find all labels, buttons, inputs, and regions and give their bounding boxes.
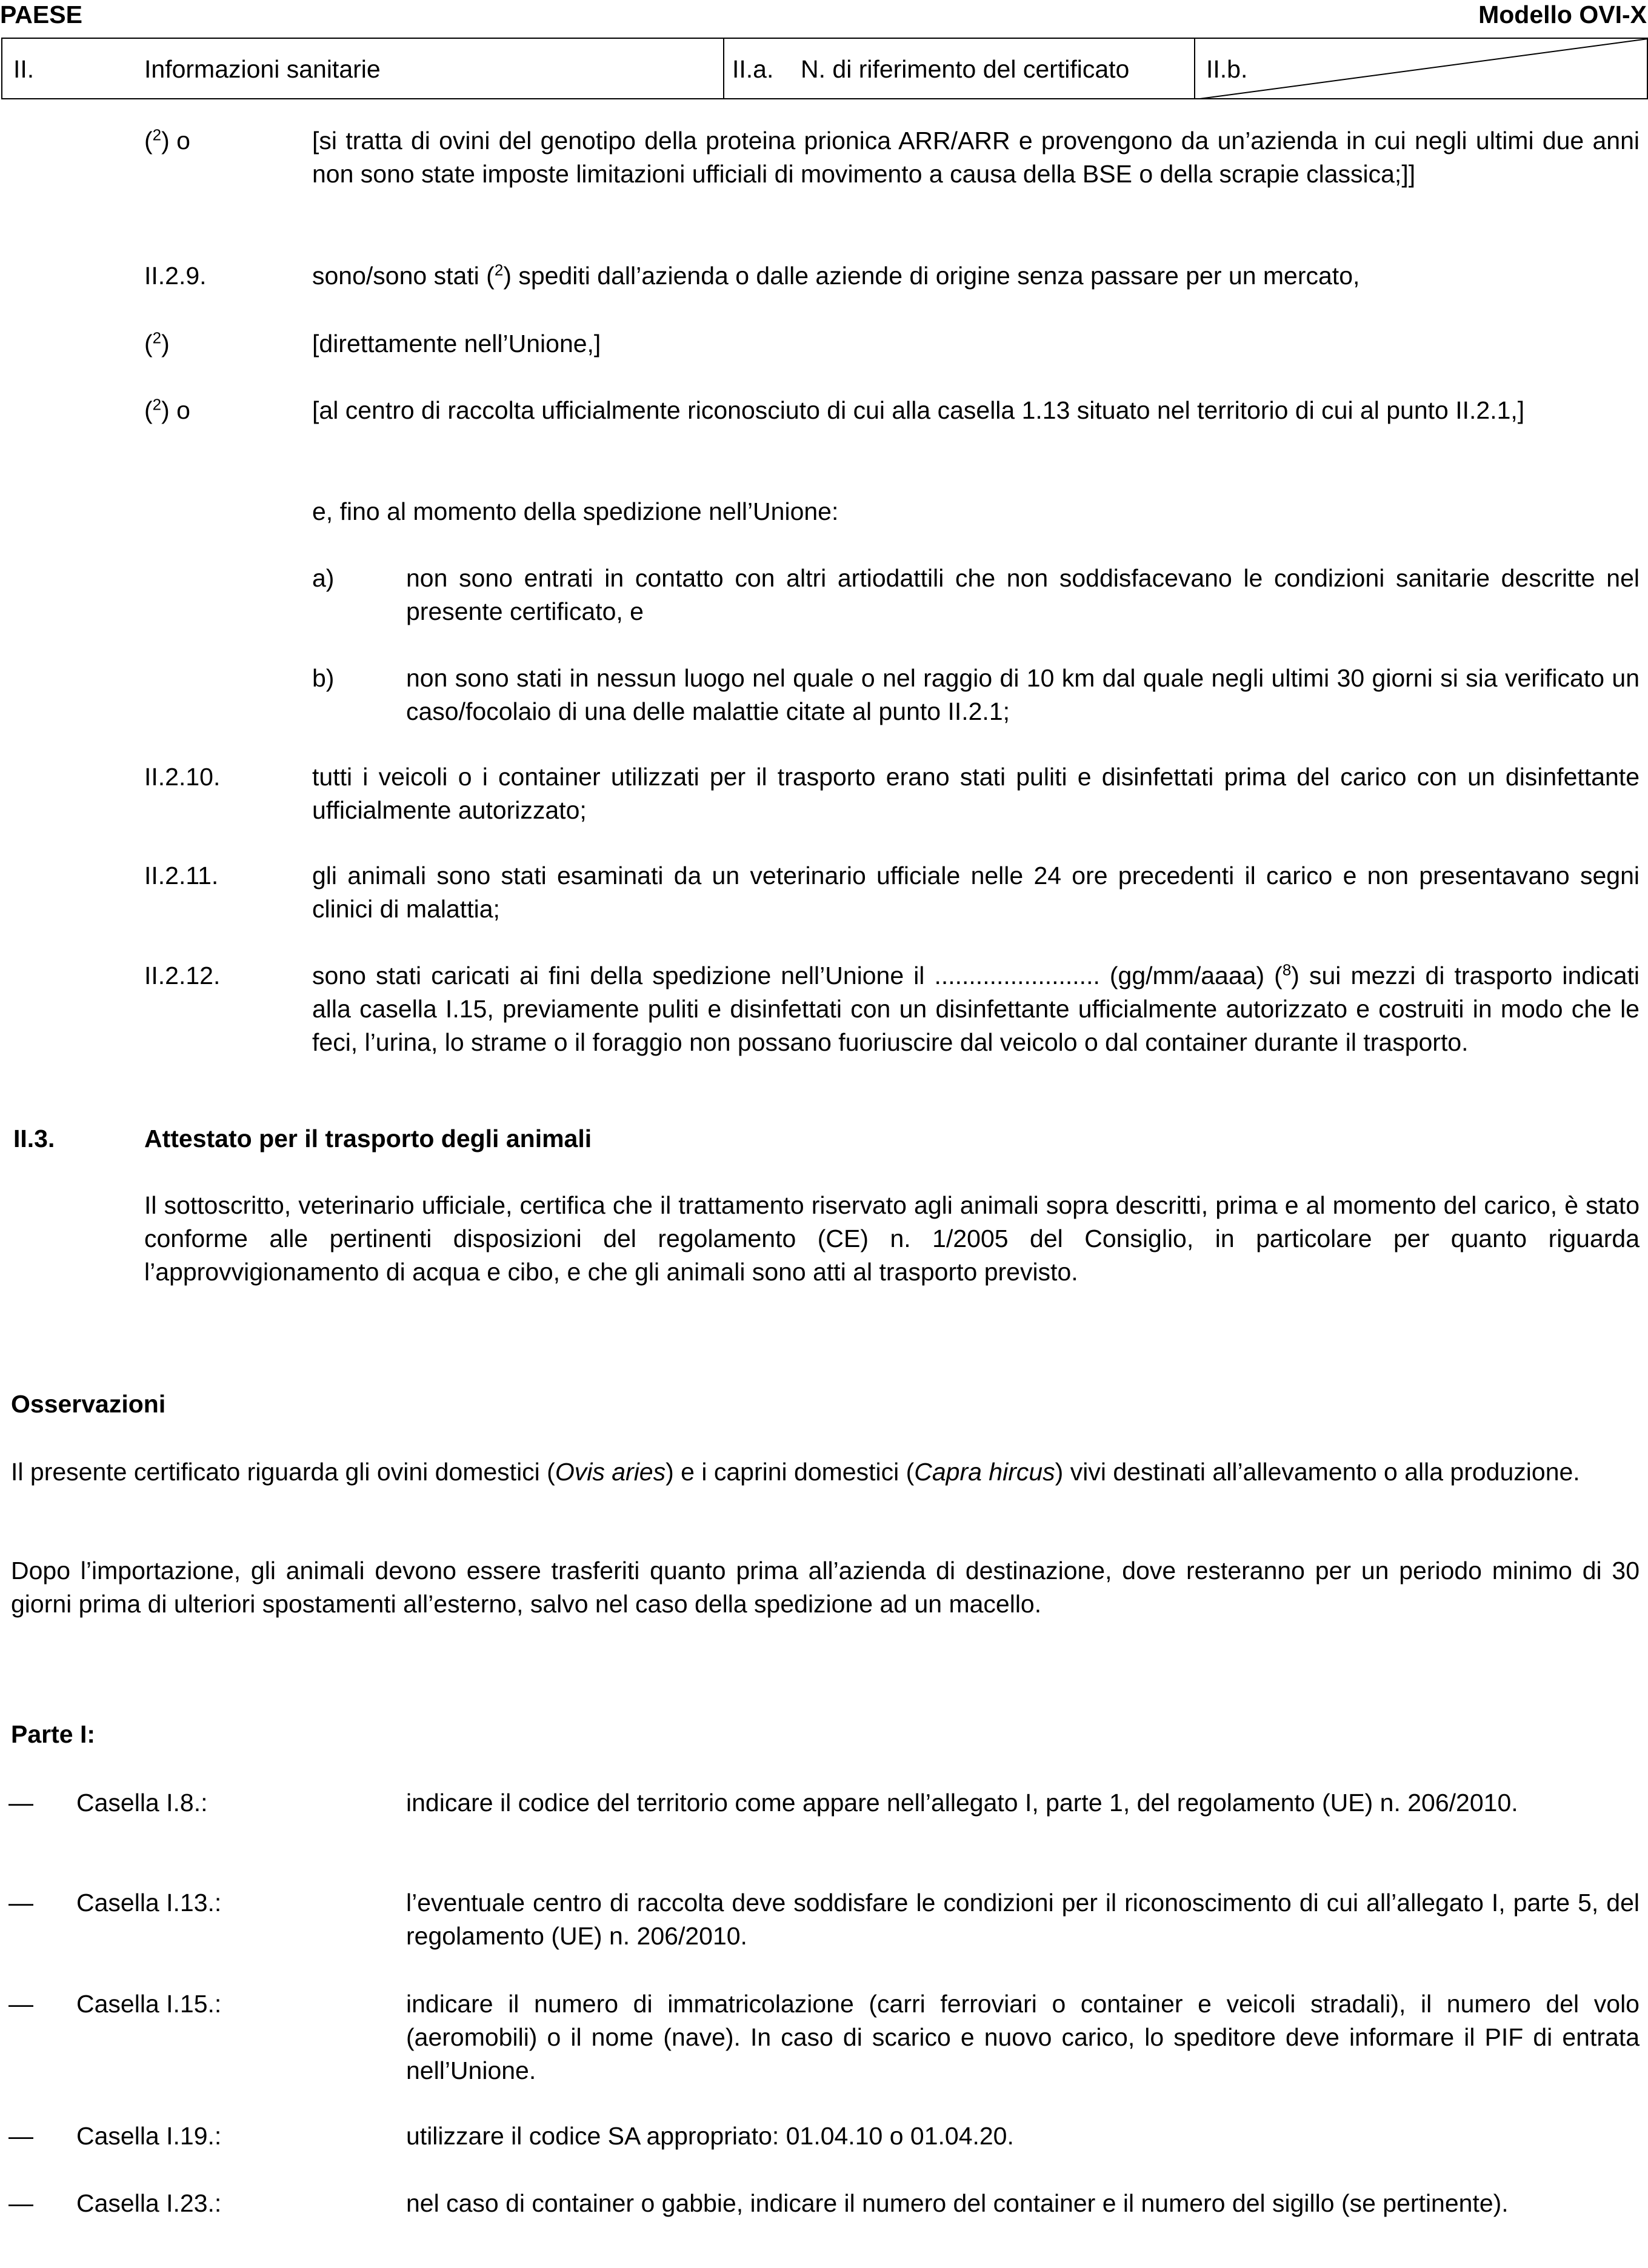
item-label: a) — [312, 564, 335, 592]
item-text: sono stati caricati ai fini della spedizione nell’Unione il ........................ (gg/mm/aaaa) ($^8$) sui mezzi di trasporto indicati alla casella I.15, previamente puliti e disinfettati con un disinfettante ufficialmente autorizzato e costruiti in modo che le feci, l’urina, lo strame o il foraggio non possano fuoriuscire dal veicolo o dal container durante il trasporto. — [312, 960, 1640, 1056]
dash-icon: — — [8, 1789, 33, 1817]
section3-text: Il sottoscritto, veterinario ufficiale, certifica che il trattamento riservato agli animali sopra descritti, prima e al momento del carico, è stato conforme alle pertinenti disposizioni del regolamento (CE) n. 1/2005 del Consiglio, in particolare per quanto riguarda l’approvvigionamento di acqua e cibo, e che gli animali sono atti al trasporto previsto. — [144, 1191, 1640, 1286]
model-label: Modello OVI-X — [1478, 1, 1647, 28]
dash-icon: — — [8, 1990, 33, 2018]
entry-text: indicare il numero di immatricolazione (carri ferroviari o container e veicoli stradali), il numero del volo (aeromobili) o il nome (nave). In caso di scarico e nuovo carico, lo speditore deve informare il PIF di entrata nell’Unione. — [406, 1990, 1640, 2084]
item-text: [al centro di raccolta ufficialmente riconosciuto di cui alla casella 1.13 situato nel territorio di cui al punto II.2.1,] — [312, 396, 1525, 424]
item-text: [si tratta di ovini del genotipo della proteina prionica ARR/ARR e provengono da un’azienda in cui negli ultimi due anni non sono state imposte limitazioni ufficiali di movimento a causa della BSE o della scrapie classica;]] — [312, 127, 1640, 188]
notes-title: Osservazioni — [11, 1390, 166, 1418]
entry-label: Casella I.8.: — [76, 1789, 208, 1817]
country-label: PAESE — [0, 1, 82, 28]
part1-title: Parte I: — [11, 1720, 95, 1748]
item-label: II.2.11. — [144, 862, 219, 890]
entry-text: utilizzare il codice SA appropriato: 01.04.10 o 01.04.20. — [406, 2122, 1014, 2150]
entry-label: Casella I.13.: — [76, 1889, 222, 1917]
ref-code: II.a. — [732, 55, 774, 83]
item-text: non sono stati in nessun luogo nel quale o nel raggio di 10 km dal quale negli ultimi 30 giorni si sia verificato un caso/focolaio di una delle malattie citate al punto II.2.1; — [406, 664, 1640, 725]
item-label: II.2.10. — [144, 763, 221, 791]
entry-text: nel caso di container o gabbie, indicare il numero del container e il numero del sigillo (se pertinente). — [406, 2189, 1509, 2217]
item-text: gli animali sono stati esaminati da un veterinario ufficiale nelle 24 ore precedenti il carico e non presentavano segni clinici di malattia; — [312, 862, 1640, 923]
item-text: [direttamente nell’Unione,] — [312, 330, 601, 357]
species-ovis: Ovis aries — [555, 1458, 666, 1486]
item-text: sono/sono stati ($^2$) spediti dall’azienda o dalle aziende di origine senza passare per un mercato, — [312, 261, 1360, 290]
ref-label: N. di riferimento del certificato — [801, 55, 1130, 83]
item-label: II.2.12. — [144, 962, 221, 989]
item-text: non sono entrati in contatto con altri artiodattili che non soddisfacevano le condizioni sanitarie descritte nel presente certificato, e — [406, 564, 1640, 625]
item-text: tutti i veicoli o i container utilizzati per il trasporto erano stati puliti e disinfettati prima del carico con un disinfettante ufficialmente autorizzato; — [312, 763, 1640, 824]
notes-p1-a: Il presente certificato riguarda gli ovini domestici ( — [11, 1458, 555, 1486]
notes-p1-c: ) vivi destinati all’allevamento o alla produzione. — [1055, 1458, 1580, 1486]
iib-label: II.b. — [1206, 55, 1248, 83]
entry-label: Casella I.23.: — [76, 2189, 222, 2217]
section3-title: Attestato per il trasporto degli animali — [144, 1125, 592, 1152]
item-label: ($^2$) — [144, 328, 170, 357]
item-label: II.2.9. — [144, 262, 207, 290]
section-title: Informazioni sanitarie — [144, 55, 381, 83]
notes-p1-b: ) e i caprini domestici ( — [666, 1458, 915, 1486]
entry-text: indicare il codice del territorio come appare nell’allegato I, parte 1, del regolamento (UE) n. 206/2010. — [406, 1789, 1518, 1817]
item-label: b) — [312, 664, 335, 692]
species-capra: Capra hircus — [914, 1458, 1055, 1486]
entry-label: Casella I.15.: — [76, 1990, 222, 2018]
entry-text: l’eventuale centro di raccolta deve soddisfare le condizioni per il riconoscimento di cui all’allegato I, parte 5, del regolamento (UE) n. 206/2010. — [406, 1889, 1640, 1950]
notes-paragraph-1 — [11, 1455, 1640, 1489]
item-label: ($^2$) o — [144, 125, 190, 155]
diagonal-line — [1195, 38, 1648, 99]
item-text: e, fino al momento della spedizione nell’Unione: — [312, 497, 839, 525]
notes-paragraph-2: Dopo l’importazione, gli animali devono essere trasferiti quanto prima all’azienda di destinazione, dove resteranno per un periodo minimo di 30 giorni prima di ulteriori spostamenti all’esterno, salvo nel caso della spedizione ad un macello. — [11, 1557, 1640, 1618]
section-number: II. — [13, 55, 35, 83]
entry-label: Casella I.19.: — [76, 2122, 222, 2150]
dash-icon: — — [8, 1889, 33, 1917]
dash-icon: — — [8, 2189, 33, 2217]
section3-label: II.3. — [13, 1125, 55, 1152]
item-label: ($^2$) o — [144, 395, 190, 424]
dash-icon: — — [8, 2122, 33, 2150]
